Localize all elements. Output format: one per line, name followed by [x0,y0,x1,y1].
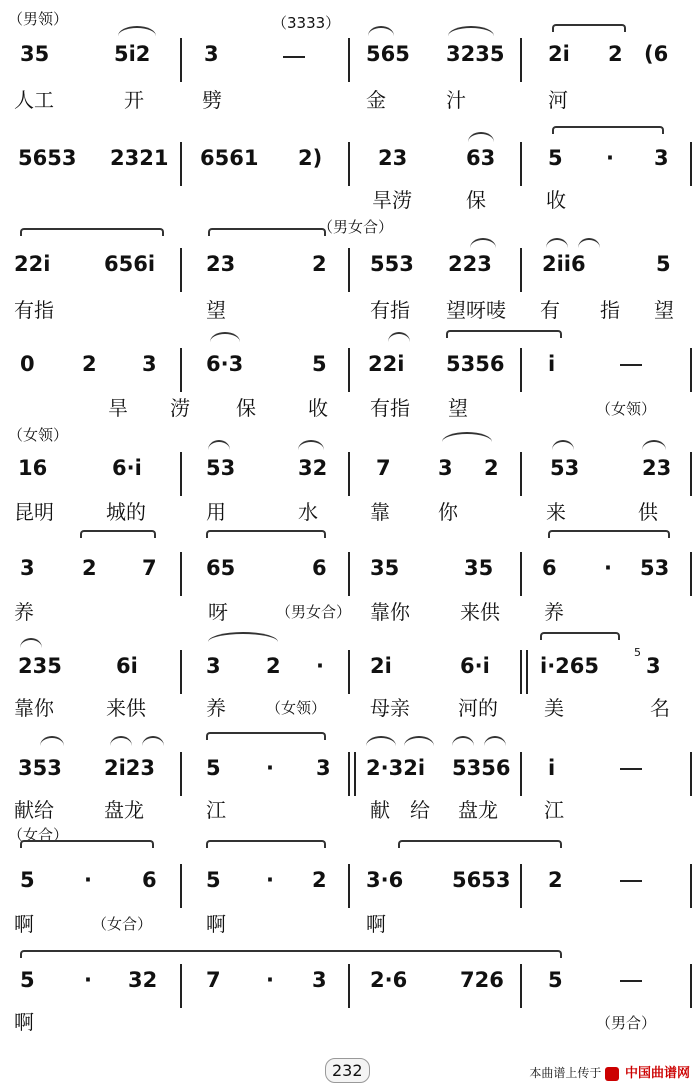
lyric: 美 [544,696,564,720]
tie [446,330,562,338]
upload-credit [529,1062,690,1081]
note: 35 [464,556,494,580]
lyric: 盘龙 [104,798,144,822]
barline [690,142,692,186]
lyric: 劈 [202,88,222,112]
barline [348,452,350,496]
note: 5653 [18,146,77,170]
note: 2 [266,654,281,678]
note: 16 [18,456,48,480]
slur [20,638,42,648]
barline [180,142,182,186]
note: 65 [206,556,236,580]
lyric: 旱涝 [372,188,412,212]
slur [448,26,494,36]
lyric: 你 [438,500,458,524]
barline [690,452,692,496]
site-logo-icon [605,1067,619,1081]
slur [578,238,600,248]
lyric: 来供 [460,600,500,624]
lyric: 开 [124,88,144,112]
slur [110,736,132,746]
note: 553 [370,252,414,276]
note: 2) [298,146,323,170]
note: 5356 [452,756,511,780]
site-name[interactable]: 中国曲谱网 [624,1066,690,1081]
barline [520,348,522,392]
lyric: 呀 [208,600,228,624]
lyric: 用 [206,500,226,524]
barline [180,650,182,694]
lyric: 养 [206,696,226,720]
slur [484,736,506,746]
note: 2·32i [366,756,426,780]
note: 3 [646,654,661,678]
tie [398,840,562,848]
note: 2 [82,352,97,376]
note: 2321 [110,146,169,170]
tie [552,24,626,32]
barline [180,552,182,596]
note: 3 [142,352,157,376]
lyric: 靠你 [370,600,410,624]
barline [180,348,182,392]
barline [348,348,350,392]
note: 5 [548,968,563,992]
lyric: 河 [548,88,568,112]
note: 6 [312,556,327,580]
lyric: 保 [466,188,486,212]
barline [348,38,350,82]
lyric: 有 [540,298,560,322]
lyric: 保 [236,396,256,420]
slur [468,132,494,142]
lyric: 望呀唛 [446,298,506,322]
lyric: 献 [370,798,390,822]
page-number: 232 [325,1058,370,1083]
note: 235 [18,654,62,678]
barline [526,650,528,694]
slur [366,736,396,746]
note: 7 [376,456,391,480]
note: 2i [370,654,392,678]
lyric: 有指 [14,298,54,322]
dash [283,56,305,58]
note: 6·i [112,456,142,480]
lyric: 望 [448,396,468,420]
note: 3 [312,968,327,992]
barline [348,248,350,292]
note: 23 [378,146,408,170]
lyric: 江 [544,798,564,822]
note: 6561 [200,146,259,170]
note: 2 [312,252,327,276]
lyric: 靠你 [14,696,54,720]
note: 5356 [446,352,505,376]
slur [470,238,496,248]
barline [690,552,692,596]
lyric: 啊 [206,912,226,936]
slur [210,332,240,342]
annotation: （男合） [596,1014,657,1032]
barline [348,552,350,596]
note: 5 [312,352,327,376]
slur [404,736,434,746]
barline [348,752,350,796]
note: 3 [206,654,221,678]
lyric: 靠 [370,500,390,524]
note: 2ii6 [542,252,586,276]
note: 5 [656,252,671,276]
note: 5i2 [114,42,151,66]
note: 32 [298,456,328,480]
slur [208,632,278,642]
slur [40,736,64,746]
lyric: 献给 [14,798,54,822]
note: 5 [548,146,563,170]
note: 3 [20,556,35,580]
annotation: （女领） [8,426,69,444]
tie [548,530,670,538]
note: 6i [116,654,138,678]
note: 22i [368,352,405,376]
note: · [266,756,274,780]
note: 565 [366,42,410,66]
lyric: 涝 [170,396,190,420]
barline [690,864,692,908]
lyric: 望 [654,298,674,322]
lyric: 母亲 [370,696,410,720]
tie [208,228,326,236]
slur [368,26,394,36]
upload-text: 本曲谱上传于 [529,1066,602,1080]
note: 5 [206,868,221,892]
slur [452,736,474,746]
barline [180,964,182,1008]
note: 2 [484,456,499,480]
note: 223 [448,252,492,276]
note: 3 [438,456,453,480]
barline [520,864,522,908]
note: 3·6 [366,868,404,892]
slur [298,440,324,450]
barline [180,452,182,496]
barline [348,964,350,1008]
note: 3 [654,146,669,170]
lyric: 有指 [370,298,410,322]
barline [520,38,522,82]
barline [520,752,522,796]
note: 7 [142,556,157,580]
barline [520,248,522,292]
slur [552,440,574,450]
dash [620,980,642,982]
note: · [266,968,274,992]
barline [180,864,182,908]
note: 5653 [452,868,511,892]
lyric: 盘龙 [458,798,498,822]
slur [118,26,156,36]
barline [354,752,356,796]
note: 2 [608,42,623,66]
lyric: 供 [638,500,658,524]
lyric: 有指 [370,396,410,420]
note: · [606,146,614,170]
tie [540,632,620,640]
note: 5 [20,968,35,992]
note: 656i [104,252,156,276]
slur [208,440,230,450]
grace-note: 5 [634,646,641,659]
note: 2 [548,868,563,892]
note: 63 [466,146,496,170]
note: i [548,352,556,376]
barline [348,142,350,186]
tie [20,840,154,848]
lyric: 望 [206,298,226,322]
note: 2i [548,42,570,66]
note: 3 [316,756,331,780]
annotation: （男女合） [276,603,352,621]
annotation: （女合） [8,826,69,844]
note: 23 [642,456,672,480]
dash [620,880,642,882]
slur [388,332,410,342]
note: 53 [206,456,236,480]
note: 32 [128,968,158,992]
note: 22i [14,252,51,276]
note: 2i23 [104,756,156,780]
annotation: （男女合） [318,218,394,236]
note: 5 [206,756,221,780]
lyric: 收 [308,396,328,420]
dash [620,768,642,770]
lyric: 河的 [458,696,498,720]
tie [206,840,326,848]
barline [690,964,692,1008]
note: 353 [18,756,62,780]
dash [620,364,642,366]
lyric: 来供 [106,696,146,720]
note: · [316,654,324,678]
barline [520,142,522,186]
lyric: 养 [544,600,564,624]
lyric: 人工 [14,88,54,112]
note: 0 [20,352,35,376]
tie [20,950,562,958]
lyric: 汁 [446,88,466,112]
lyric: 江 [206,798,226,822]
lyric: 水 [298,500,318,524]
lyric: 指 [600,298,620,322]
slur [546,238,568,248]
note: 5 [20,868,35,892]
annotation: （女领） [266,699,327,717]
barline [520,552,522,596]
note: · [604,556,612,580]
barline [180,248,182,292]
barline [690,348,692,392]
note: 35 [370,556,400,580]
lyric: 啊 [14,1010,34,1034]
note: 3235 [446,42,505,66]
note: 3 [204,42,219,66]
lyric: 名 [650,696,670,720]
note: 35 [20,42,50,66]
barline [348,650,350,694]
annotation: （3333） [272,14,341,32]
annotation: （女领） [596,400,657,418]
note: · [84,968,92,992]
tie [206,530,326,538]
lyric: 来 [546,500,566,524]
barline [520,650,522,694]
slur [442,432,492,442]
tie [20,228,164,236]
tie [552,126,664,134]
slur [142,736,164,746]
tie [206,732,326,740]
barline [180,38,182,82]
barline [348,864,350,908]
note: 6 [542,556,557,580]
note: 2 [82,556,97,580]
note: · [266,868,274,892]
note: 6·i [460,654,490,678]
note: · [84,868,92,892]
lyric: 收 [546,188,566,212]
note: 6 [142,868,157,892]
note: i·265 [540,654,600,678]
barline [180,752,182,796]
annotation: （男领） [8,10,69,28]
barline [520,452,522,496]
barline [690,752,692,796]
note: 2·6 [370,968,408,992]
lyric: 啊 [14,912,34,936]
lyric: 啊 [366,912,386,936]
tie [80,530,156,538]
annotation: （女合） [92,915,153,933]
note: 2 [312,868,327,892]
note: 53 [550,456,580,480]
page-footer [0,1056,700,1086]
note: 23 [206,252,236,276]
note: 6·3 [206,352,244,376]
note: i [548,756,556,780]
lyric: 城的 [106,500,146,524]
slur [642,440,666,450]
lyric: 旱 [108,396,128,420]
lyric: 昆明 [14,500,54,524]
barline [520,964,522,1008]
lyric: 金 [366,88,386,112]
note: 7 [206,968,221,992]
note: 53 [640,556,670,580]
note: (6 [644,42,669,66]
note: 726 [460,968,504,992]
lyric: 养 [14,600,34,624]
lyric: 给 [410,798,430,822]
